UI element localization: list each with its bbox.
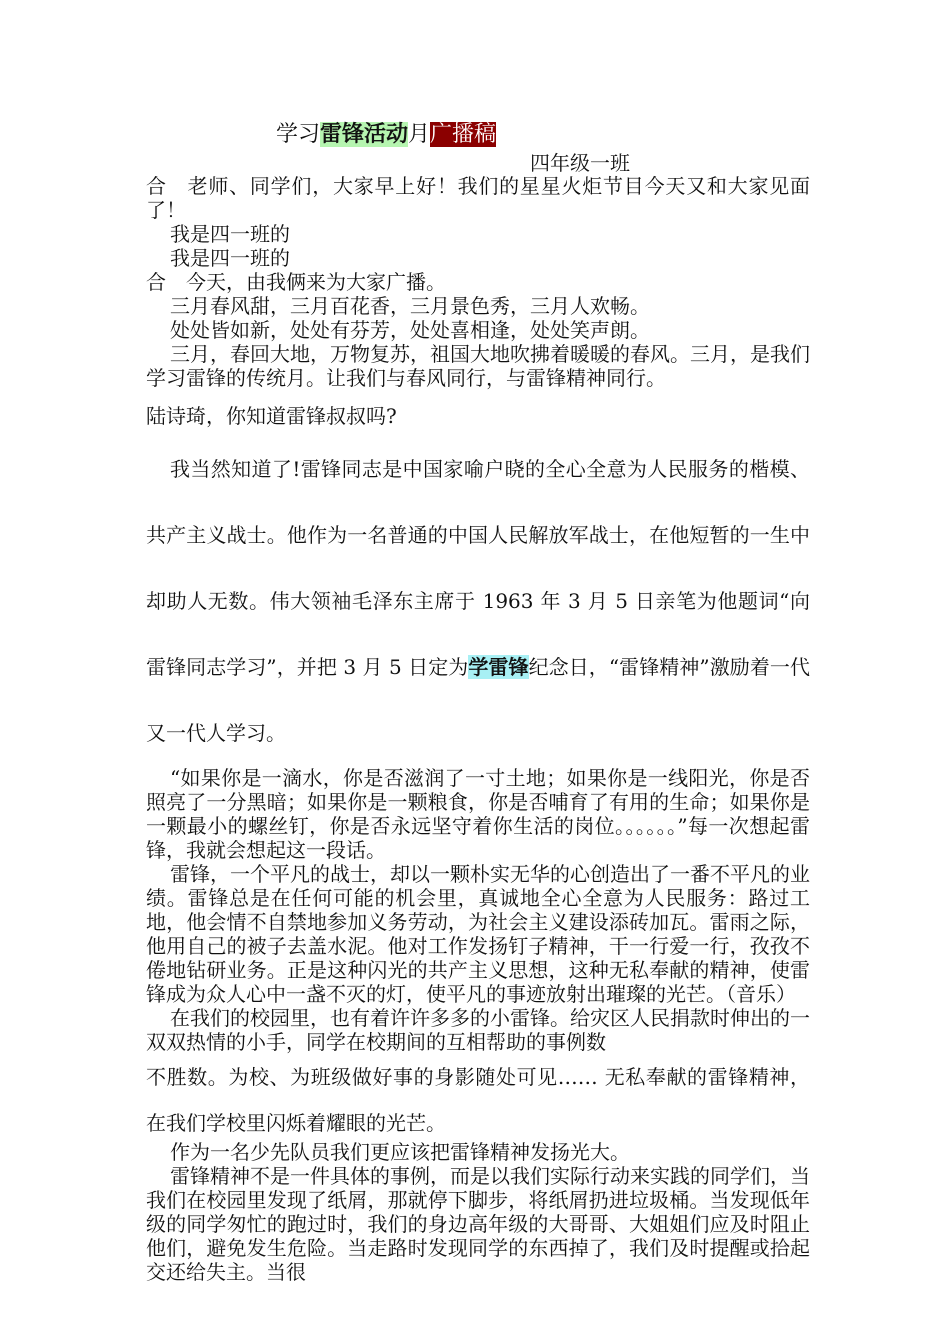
paragraph-quote: “如果你是一滴水，你是否滋润了一寸土地；如果你是一线阳光，你是否照亮了一分黑暗；如果你是一颗粮食，你是否哺育了有用的生命；如果你是一颗最小的螺丝钉，你是否永远坚守着你生活的岗位。。。。。。”每一次想起雷锋，我就会想起这一段话。 <box>146 766 810 862</box>
intro-text: 我当然知道了!雷锋同志是中国家喻户晓的全心全意为人民服务的楷模、共产主义战士。他作为一名普通的中国人民解放军战士，在他短暂的一生中却助人无数。伟大领袖毛泽东主席于 1963 年 3 月 5 日亲笔为他题词“向雷锋同志学习”，并把 3 月 5 日定为 <box>146 457 810 679</box>
learn-leifeng-highlight: 学雷锋 <box>468 655 529 679</box>
title-highlight-activity: 雷锋活动 <box>320 122 409 147</box>
paragraph-host1: 我是四一班的 <box>170 222 290 246</box>
intro-text-end: 纪念日，“雷锋精神”激励着一代又一代人学习。 <box>146 655 811 745</box>
title-middle: 月 <box>408 122 431 147</box>
paragraph-young-pioneer: 作为一名少先队员我们更应该把雷锋精神发扬光大。 <box>170 1140 630 1164</box>
paragraph-action: 雷锋精神不是一件具体的事例，而是以我们实际行动来实践的同学们，当我们在校园里发现了纸屑，那就停下脚步，将纸屑扔进垃圾桶。当发现低年级的同学匆忙的跑过时，我们的身边高年级的大哥哥、大姐姐们应及时阻止他们，避免发生危险。当走路时发现同学的东西掉了，我们及时提醒或拾起交还给失主。当很 <box>146 1164 810 1284</box>
paragraph-question: 陆诗琦，你知道雷锋叔叔吗? <box>146 404 397 428</box>
paragraph-spring: 三月，春回大地，万物复苏，祖国大地吹拂着暖暖的春风。三月，是我们学习雷锋的传统月。让我们与春风同行，与雷锋精神同行。 <box>146 342 810 390</box>
paragraph-opening: 合 老师、同学们，大家早上好！我们的星星火炬节目今天又和大家见面了！ <box>146 174 810 222</box>
class-name: 四年级一班 <box>530 151 630 175</box>
title-highlight-broadcast: 广播稿 <box>430 122 497 147</box>
paragraph-campus-1: 在我们的校园里，也有着许许多多的小雷锋。给灾区人民捐款时伸出的一双双热情的小手，同学在校期间的互相帮助的事例数 <box>146 1006 810 1054</box>
document-body <box>146 174 810 1284</box>
paragraph-host2: 我是四一班的 <box>170 246 290 270</box>
paragraph-march-1: 三月春风甜，三月百花香，三月景色秀，三月人欢畅。 <box>170 294 650 318</box>
paragraph-together: 合 今天，由我俩来为大家广播。 <box>146 270 446 294</box>
title-prefix: 学习 <box>276 122 321 147</box>
paragraph-march-2: 处处皆如新，处处有芬芳，处处喜相逢，处处笑声朗。 <box>170 318 650 342</box>
document-title <box>276 120 496 150</box>
paragraph-campus-2: 不胜数。为校、为班级做好事的身影随处可见…… 无私奉献的雷锋精神，在我们学校里闪烁着耀眼的光芒。 <box>146 1065 810 1135</box>
paragraph-leifeng-intro <box>146 436 810 766</box>
paragraph-ordinary-soldier: 雷锋，一个平凡的战士，却以一颗朴实无华的心创造出了一番不平凡的业绩。雷锋总是在任何可能的机会里，真诚地全心全意为人民服务：路过工地，他会情不自禁地参加义务劳动，为社会主义建设添砖加瓦。雷雨之际，他用自己的被子去盖水泥。他对工作发扬钉子精神，干一行爱一行，孜孜不倦地钻研业务。正是这种闪光的共产主义思想，这种无私奉献的精神，使雷锋成为众人心中一盏不灭的灯，使平凡的事迹放射出璀璨的光芒。（音乐） <box>146 862 810 1006</box>
